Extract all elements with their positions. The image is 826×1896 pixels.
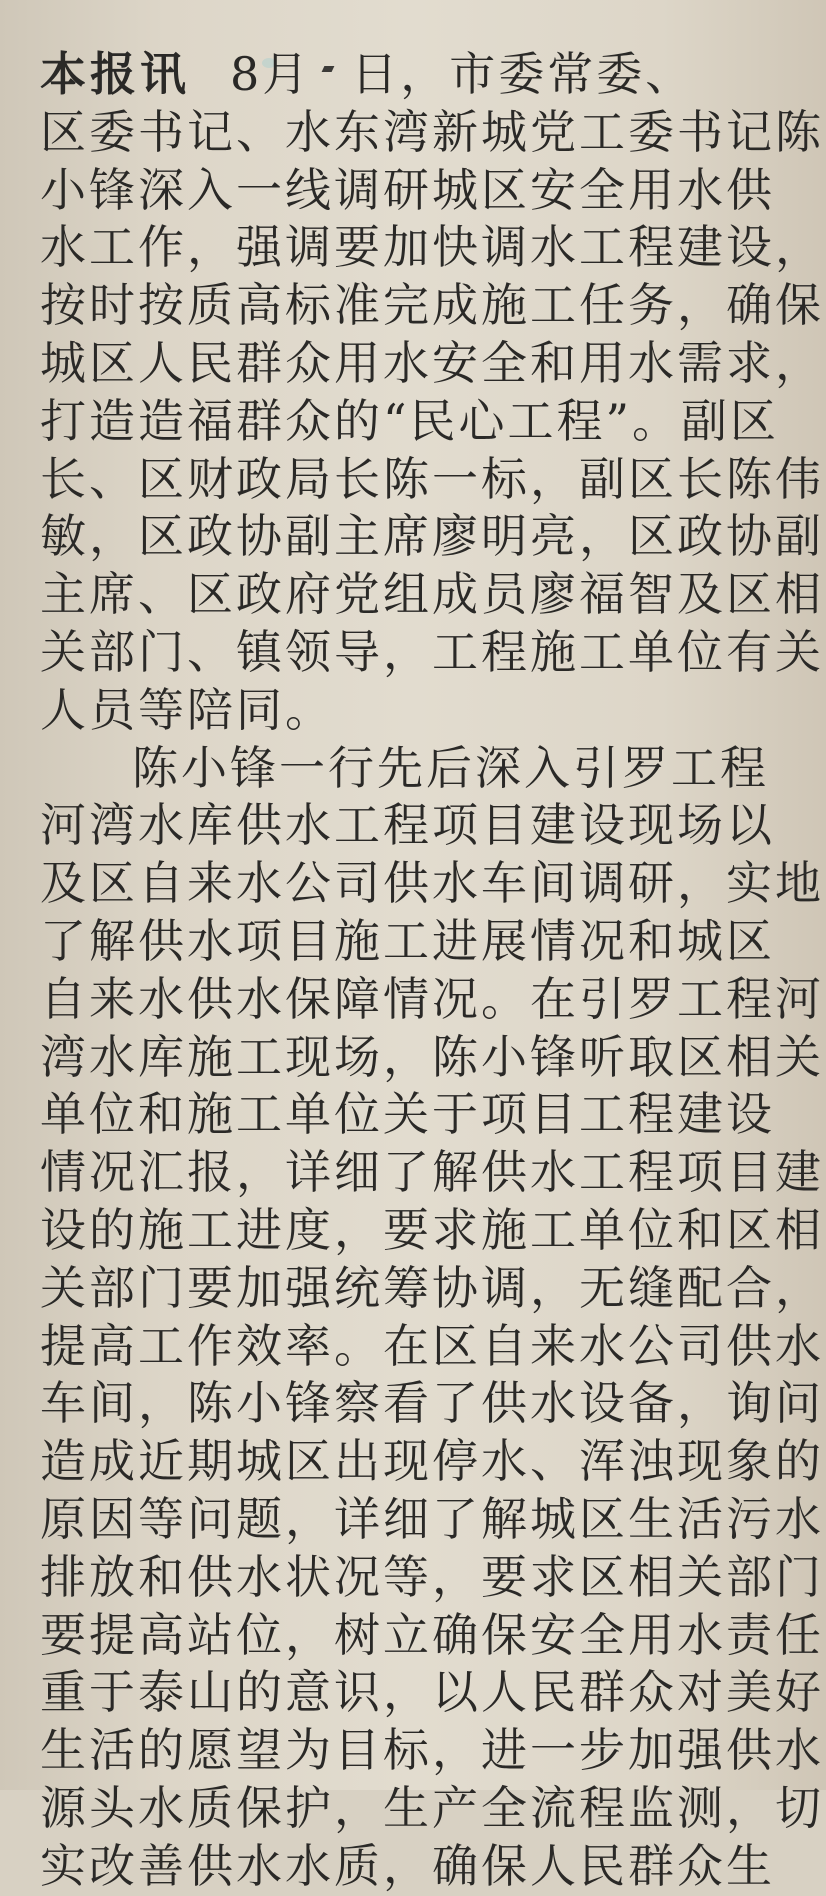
article-line: 湾水库施工现场，陈小锋听取区相关 [40, 1029, 824, 1084]
article-line: 关部门、镇领导，工程施工单位有关 [40, 624, 824, 679]
article-line: 长、区财政局长陈一标，副区长陈伟 [40, 451, 824, 506]
article-line: 单位和施工单位关于项目工程建设 [40, 1087, 775, 1142]
article-lead: 本报讯 [40, 47, 190, 101]
article-line: 按时按质高标准完成施工任务，确保 [40, 278, 824, 333]
article-date-day-suffix: 日，市委常委、 [351, 47, 695, 101]
article-line: 自来水供水保障情况。在引罗工程河 [40, 971, 824, 1026]
article-line: 情况汇报，详细了解供水工程项目建 [40, 1145, 824, 1200]
article-line: 关部门要加强统筹协调，无缝配合， [40, 1260, 824, 1315]
article-line: 要提高站位，树立确保安全用水责任 [40, 1607, 824, 1662]
article-line: 及区自来水公司供水车间调研，实地 [40, 856, 824, 911]
article-line: 敏，区政协副主席廖明亮，区政协副 [40, 509, 824, 564]
article-line: 主席、区政府党组成员廖福智及区相 [40, 567, 824, 622]
article-line: 了解供水项目施工进展情况和城区 [40, 913, 775, 968]
article-line: 重于泰山的意识，以人民群众对美好 [40, 1665, 824, 1720]
article-line: 原因等问题，详细了解城区生活污水 [40, 1491, 824, 1546]
article-line: 车间，陈小锋察看了供水设备，询问 [40, 1376, 824, 1431]
article-line: 区委书记、水东湾新城党工委书记陈 [40, 104, 824, 159]
article-line: 打造造福群众的“民心工程”。副区 [40, 393, 780, 448]
article-line: 造成近期城区出现停水、浑浊现象的 [40, 1434, 824, 1489]
article-line: 水工作，强调要加快调水工程建设， [40, 220, 824, 275]
article-line-1 [40, 46, 780, 104]
article-line: 小锋深入一线调研城区安全用水供 [40, 162, 775, 217]
article-line: 人员等陪同。 [40, 682, 334, 737]
article-line: 城区人民群众用水安全和用水需求， [40, 335, 824, 390]
article-line: 河湾水库供水工程项目建设现场以 [40, 798, 775, 853]
article-line: 提高工作效率。在区自来水公司供水 [40, 1318, 824, 1373]
article-line: 源头水质保护，生产全流程监测，切 [40, 1780, 824, 1835]
article-line: 排放和供水状况等，要求区相关部门 [40, 1549, 824, 1604]
paragraph-2-start: 陈小锋一行先后深入引罗工程 [132, 740, 769, 795]
article-line: 实改善供水水质，确保人民群众生 [40, 1838, 775, 1893]
article-line: 生活的愿望为目标，进一步加强供水 [40, 1723, 824, 1778]
article-line: 设的施工进度，要求施工单位和区相 [40, 1202, 824, 1257]
print-mark [322, 66, 335, 72]
article-date-month: 8月 [230, 47, 312, 101]
news-article [40, 46, 824, 1896]
